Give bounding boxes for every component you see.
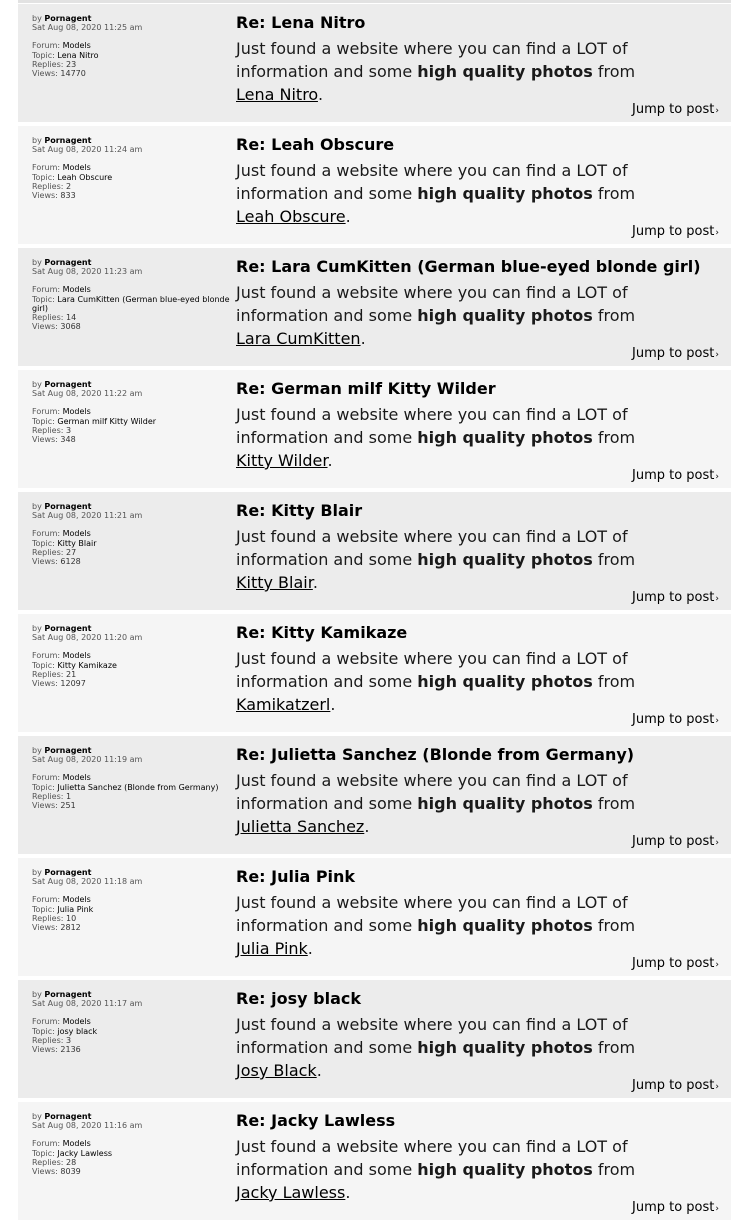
topic-link[interactable]: Lara CumKitten (German blue-eyed blonde girl) bbox=[32, 294, 230, 313]
post-content bbox=[236, 14, 656, 106]
forum-link[interactable]: Models bbox=[62, 529, 91, 539]
author-link[interactable]: Pornagent bbox=[44, 502, 92, 511]
body-prefix: Just found a website where you can find a LOT of information and some bbox=[236, 771, 628, 813]
jump-to-post-link[interactable] bbox=[632, 712, 719, 727]
forum-link[interactable]: Models bbox=[62, 41, 91, 51]
views-label: Views: bbox=[32, 435, 58, 445]
model-link[interactable]: Lena Nitro bbox=[236, 85, 318, 104]
model-link[interactable]: Josy Black bbox=[236, 1061, 317, 1080]
post-date: Sat Aug 08, 2020 11:19 am bbox=[32, 755, 143, 765]
forum-label: Forum: bbox=[32, 1139, 61, 1149]
forum-label: Forum: bbox=[32, 285, 61, 295]
post-row bbox=[18, 126, 731, 244]
post-meta bbox=[32, 14, 232, 78]
body-bold: high quality photos bbox=[417, 428, 593, 447]
by-label: by bbox=[32, 14, 42, 23]
topic-link[interactable]: Leah Obscure bbox=[57, 172, 113, 182]
forum-label: Forum: bbox=[32, 163, 61, 173]
post-row bbox=[18, 4, 731, 122]
replies-count: 28 bbox=[65, 1157, 77, 1167]
forum-label: Forum: bbox=[32, 773, 61, 783]
jump-to-post-link[interactable] bbox=[632, 1078, 719, 1093]
views-label: Views: bbox=[32, 322, 58, 332]
post-meta bbox=[32, 990, 232, 1054]
post-title-link[interactable]: Re: Leah Obscure bbox=[236, 135, 395, 154]
topic-link[interactable]: Lena Nitro bbox=[57, 50, 99, 60]
topic-link[interactable]: Julietta Sanchez (Blonde from Germany) bbox=[57, 782, 219, 792]
body-prefix: Just found a website where you can find a LOT of information and some bbox=[236, 893, 628, 935]
views-count: 2136 bbox=[60, 1045, 81, 1055]
post-body: Just found a website where you can find a LOT of information and some high quality photos from Josy Black. bbox=[236, 1015, 636, 1080]
views-count: 8039 bbox=[60, 1167, 81, 1177]
model-link[interactable]: Leah Obscure bbox=[236, 207, 346, 226]
author-link[interactable]: Pornagent bbox=[44, 1112, 92, 1121]
topic-label: Topic: bbox=[32, 660, 55, 670]
post-date: Sat Aug 08, 2020 11:18 am bbox=[32, 877, 143, 887]
body-from: from bbox=[597, 306, 636, 325]
author-link[interactable]: Pornagent bbox=[44, 624, 92, 633]
body-prefix: Just found a website where you can find a LOT of information and some bbox=[236, 1015, 628, 1057]
replies-count: 27 bbox=[65, 547, 77, 557]
post-row bbox=[18, 614, 731, 732]
body-prefix: Just found a website where you can find a LOT of information and some bbox=[236, 527, 628, 569]
model-link[interactable]: Julietta Sanchez bbox=[236, 817, 365, 836]
body-bold: high quality photos bbox=[417, 1038, 593, 1057]
replies-label: Replies: bbox=[32, 59, 64, 69]
body-prefix: Just found a website where you can find a LOT of information and some bbox=[236, 405, 628, 447]
topic-label: Topic: bbox=[32, 1026, 55, 1036]
jump-to-post-link[interactable] bbox=[632, 224, 719, 239]
post-title-link[interactable]: Re: Jacky Lawless bbox=[236, 1111, 396, 1130]
replies-label: Replies: bbox=[32, 313, 64, 323]
chevron-right-icon: › bbox=[715, 228, 719, 238]
jump-to-post-link[interactable] bbox=[632, 590, 719, 605]
topic-label: Topic: bbox=[32, 904, 55, 914]
jump-label: Jump to post bbox=[632, 712, 715, 727]
by-label: by bbox=[32, 868, 42, 877]
post-date: Sat Aug 08, 2020 11:20 am bbox=[32, 633, 143, 643]
post-title-link[interactable]: Re: German milf Kitty Wilder bbox=[236, 379, 496, 398]
author-link[interactable]: Pornagent bbox=[44, 990, 92, 999]
jump-label: Jump to post bbox=[632, 1078, 715, 1093]
topic-label: Topic: bbox=[32, 416, 55, 426]
replies-count: 14 bbox=[65, 313, 77, 323]
body-bold: high quality photos bbox=[417, 672, 593, 691]
post-body: Just found a website where you can find a LOT of information and some high quality photos from Kitty Wilder. bbox=[236, 405, 636, 470]
jump-label: Jump to post bbox=[632, 468, 715, 483]
post-row bbox=[18, 370, 731, 488]
jump-label: Jump to post bbox=[632, 590, 715, 605]
replies-label: Replies: bbox=[32, 1157, 64, 1167]
views-count: 6128 bbox=[60, 557, 81, 567]
body-from: from bbox=[597, 184, 636, 203]
post-body: Just found a website where you can find a LOT of information and some high quality photos from Jacky Lawless. bbox=[236, 1137, 636, 1202]
views-count: 14770 bbox=[60, 69, 86, 79]
body-from: from bbox=[597, 428, 636, 447]
forum-link[interactable]: Models bbox=[62, 163, 91, 173]
topic-link[interactable]: Kitty Kamikaze bbox=[57, 660, 117, 670]
post-meta bbox=[32, 624, 232, 688]
post-row bbox=[18, 980, 731, 1098]
views-label: Views: bbox=[32, 801, 58, 811]
by-label: by bbox=[32, 624, 42, 633]
body-bold: high quality photos bbox=[417, 1160, 593, 1179]
forum-link[interactable]: Models bbox=[62, 895, 91, 905]
body-from: from bbox=[597, 672, 636, 691]
views-label: Views: bbox=[32, 191, 58, 201]
by-label: by bbox=[32, 258, 42, 267]
post-content bbox=[236, 136, 656, 228]
replies-count: 10 bbox=[65, 913, 77, 923]
body-prefix: Just found a website where you can find a LOT of information and some bbox=[236, 39, 628, 81]
post-date: Sat Aug 08, 2020 11:25 am bbox=[32, 23, 143, 33]
by-label: by bbox=[32, 746, 42, 755]
replies-count: 1 bbox=[65, 791, 72, 801]
replies-count: 3 bbox=[65, 425, 72, 435]
forum-label: Forum: bbox=[32, 895, 61, 905]
replies-label: Replies: bbox=[32, 181, 64, 191]
views-label: Views: bbox=[32, 1167, 58, 1177]
topic-label: Topic: bbox=[32, 1148, 55, 1158]
jump-to-post-link[interactable] bbox=[632, 834, 719, 849]
post-body: Just found a website where you can find a LOT of information and some high quality photos from Julietta Sanchez. bbox=[236, 771, 636, 836]
chevron-right-icon: › bbox=[715, 106, 719, 116]
author-link[interactable]: Pornagent bbox=[44, 14, 92, 23]
post-row bbox=[18, 736, 731, 854]
body-from: from bbox=[597, 916, 636, 935]
post-content bbox=[236, 624, 656, 716]
views-count: 348 bbox=[60, 435, 76, 445]
post-content bbox=[236, 746, 656, 838]
replies-label: Replies: bbox=[32, 425, 64, 435]
post-row bbox=[18, 1102, 731, 1220]
body-bold: high quality photos bbox=[417, 306, 593, 325]
post-content bbox=[236, 257, 701, 350]
post-meta bbox=[32, 380, 232, 444]
model-link[interactable]: Jacky Lawless bbox=[236, 1183, 346, 1202]
search-results-list bbox=[18, 4, 731, 1224]
replies-count: 3 bbox=[65, 1035, 72, 1045]
forum-label: Forum: bbox=[32, 529, 61, 539]
body-from: from bbox=[597, 1160, 636, 1179]
post-content bbox=[236, 868, 656, 960]
post-meta bbox=[32, 746, 232, 810]
post-date: Sat Aug 08, 2020 11:16 am bbox=[32, 1121, 143, 1131]
post-content bbox=[236, 380, 656, 472]
post-title-link[interactable]: Re: Kitty Kamikaze bbox=[236, 623, 408, 642]
jump-label: Jump to post bbox=[632, 956, 715, 971]
author-link[interactable]: Pornagent bbox=[44, 380, 92, 389]
views-count: 833 bbox=[60, 191, 76, 201]
replies-count: 21 bbox=[65, 669, 77, 679]
topic-link[interactable]: German milf Kitty Wilder bbox=[57, 416, 157, 426]
topic-link[interactable]: Kitty Blair bbox=[57, 538, 97, 548]
body-prefix: Just found a website where you can find a LOT of information and some bbox=[236, 161, 628, 203]
body-from: from bbox=[597, 794, 636, 813]
post-title-link[interactable]: Re: Julietta Sanchez (Blonde from Germany) bbox=[236, 745, 635, 764]
jump-to-post-link[interactable] bbox=[632, 1200, 719, 1215]
post-body: Just found a website where you can find a LOT of information and some high quality photos from Lara CumKitten. bbox=[236, 283, 636, 348]
replies-label: Replies: bbox=[32, 669, 64, 679]
post-title-link[interactable]: Re: Julia Pink bbox=[236, 867, 356, 886]
forum-label: Forum: bbox=[32, 407, 61, 417]
views-count: 2812 bbox=[60, 923, 81, 933]
post-meta bbox=[32, 258, 232, 331]
replies-label: Replies: bbox=[32, 547, 64, 557]
views-label: Views: bbox=[32, 923, 58, 933]
post-meta bbox=[32, 136, 232, 200]
jump-to-post-link[interactable] bbox=[632, 346, 719, 361]
post-meta bbox=[32, 868, 232, 932]
post-content bbox=[236, 502, 656, 594]
forum-link[interactable]: Models bbox=[62, 407, 91, 417]
post-date: Sat Aug 08, 2020 11:17 am bbox=[32, 999, 143, 1009]
model-link[interactable]: Julia Pink bbox=[236, 939, 308, 958]
views-label: Views: bbox=[32, 69, 58, 79]
forum-label: Forum: bbox=[32, 41, 61, 51]
by-label: by bbox=[32, 136, 42, 145]
post-date: Sat Aug 08, 2020 11:22 am bbox=[32, 389, 143, 399]
jump-label: Jump to post bbox=[632, 834, 715, 849]
post-body: Just found a website where you can find a LOT of information and some high quality photos from Kitty Blair. bbox=[236, 527, 636, 592]
views-label: Views: bbox=[32, 679, 58, 689]
author-link[interactable]: Pornagent bbox=[44, 136, 92, 145]
topic-link[interactable]: Julia Pink bbox=[57, 904, 94, 914]
author-link[interactable]: Pornagent bbox=[44, 746, 92, 755]
by-label: by bbox=[32, 990, 42, 999]
forum-label: Forum: bbox=[32, 651, 61, 661]
chevron-right-icon: › bbox=[715, 960, 719, 970]
chevron-right-icon: › bbox=[715, 1082, 719, 1092]
views-count: 251 bbox=[60, 801, 76, 811]
topic-link[interactable]: josy black bbox=[57, 1026, 98, 1036]
model-link[interactable]: Kitty Blair bbox=[236, 573, 313, 592]
replies-label: Replies: bbox=[32, 1035, 64, 1045]
post-title-link[interactable]: Re: Lara CumKitten (German blue-eyed blonde girl) bbox=[236, 257, 701, 276]
views-count: 3068 bbox=[60, 322, 81, 332]
replies-label: Replies: bbox=[32, 913, 64, 923]
post-row bbox=[18, 858, 731, 976]
post-body: Just found a website where you can find a LOT of information and some high quality photos from Julia Pink. bbox=[236, 893, 636, 958]
jump-label: Jump to post bbox=[632, 224, 715, 239]
topic-label: Topic: bbox=[32, 782, 55, 792]
jump-to-post-link[interactable] bbox=[632, 102, 719, 117]
post-date: Sat Aug 08, 2020 11:24 am bbox=[32, 145, 143, 155]
post-date: Sat Aug 08, 2020 11:21 am bbox=[32, 511, 143, 521]
model-link[interactable]: Kitty Wilder bbox=[236, 451, 328, 470]
body-bold: high quality photos bbox=[417, 794, 593, 813]
topic-link[interactable]: Jacky Lawless bbox=[57, 1148, 113, 1158]
replies-label: Replies: bbox=[32, 791, 64, 801]
post-meta bbox=[32, 1112, 232, 1176]
chevron-right-icon: › bbox=[715, 472, 719, 482]
body-from: from bbox=[597, 1038, 636, 1057]
chevron-right-icon: › bbox=[715, 1204, 719, 1214]
forum-link[interactable]: Models bbox=[62, 1139, 91, 1149]
body-from: from bbox=[597, 62, 636, 81]
topic-label: Topic: bbox=[32, 294, 55, 304]
replies-count: 2 bbox=[65, 181, 72, 191]
post-date: Sat Aug 08, 2020 11:23 am bbox=[32, 267, 143, 277]
post-content bbox=[236, 990, 656, 1082]
jump-label: Jump to post bbox=[632, 346, 715, 361]
post-content bbox=[236, 1112, 656, 1204]
top-divider bbox=[18, 0, 731, 3]
forum-label: Forum: bbox=[32, 1017, 61, 1027]
topic-label: Topic: bbox=[32, 50, 55, 60]
post-body: Just found a website where you can find a LOT of information and some high quality photos from Leah Obscure. bbox=[236, 161, 636, 226]
body-bold: high quality photos bbox=[417, 550, 593, 569]
post-body: Just found a website where you can find a LOT of information and some high quality photos from Lena Nitro. bbox=[236, 39, 636, 104]
body-bold: high quality photos bbox=[417, 62, 593, 81]
post-row bbox=[18, 248, 731, 366]
post-title-link[interactable]: Re: Lena Nitro bbox=[236, 13, 366, 32]
post-title-link[interactable]: Re: Kitty Blair bbox=[236, 501, 363, 520]
forum-link[interactable]: Models bbox=[62, 1017, 91, 1027]
replies-count: 23 bbox=[65, 59, 77, 69]
post-meta bbox=[32, 502, 232, 566]
author-link[interactable]: Pornagent bbox=[44, 258, 92, 267]
views-count: 12097 bbox=[60, 679, 86, 689]
chevron-right-icon: › bbox=[715, 350, 719, 360]
body-prefix: Just found a website where you can find a LOT of information and some bbox=[236, 649, 628, 691]
chevron-right-icon: › bbox=[715, 594, 719, 604]
forum-link[interactable]: Models bbox=[62, 285, 91, 295]
body-from: from bbox=[597, 550, 636, 569]
by-label: by bbox=[32, 1112, 42, 1121]
model-link[interactable]: Lara CumKitten bbox=[236, 329, 361, 348]
body-prefix: Just found a website where you can find a LOT of information and some bbox=[236, 1137, 628, 1179]
post-body: Just found a website where you can find a LOT of information and some high quality photos from Kamikatzerl. bbox=[236, 649, 636, 714]
model-link[interactable]: Kamikatzerl bbox=[236, 695, 331, 714]
post-row bbox=[18, 492, 731, 610]
chevron-right-icon: › bbox=[715, 838, 719, 848]
by-label: by bbox=[32, 380, 42, 389]
views-label: Views: bbox=[32, 1045, 58, 1055]
topic-label: Topic: bbox=[32, 538, 55, 548]
forum-link[interactable]: Models bbox=[62, 651, 91, 661]
body-bold: high quality photos bbox=[417, 916, 593, 935]
views-label: Views: bbox=[32, 557, 58, 567]
forum-link[interactable]: Models bbox=[62, 773, 91, 783]
jump-to-post-link[interactable] bbox=[632, 468, 719, 483]
by-label: by bbox=[32, 502, 42, 511]
jump-label: Jump to post bbox=[632, 102, 715, 117]
jump-label: Jump to post bbox=[632, 1200, 715, 1215]
body-bold: high quality photos bbox=[417, 184, 593, 203]
topic-label: Topic: bbox=[32, 172, 55, 182]
chevron-right-icon: › bbox=[715, 716, 719, 726]
author-link[interactable]: Pornagent bbox=[44, 868, 92, 877]
jump-to-post-link[interactable] bbox=[632, 956, 719, 971]
body-prefix: Just found a website where you can find a LOT of information and some bbox=[236, 283, 628, 325]
post-title-link[interactable]: Re: josy black bbox=[236, 989, 361, 1008]
